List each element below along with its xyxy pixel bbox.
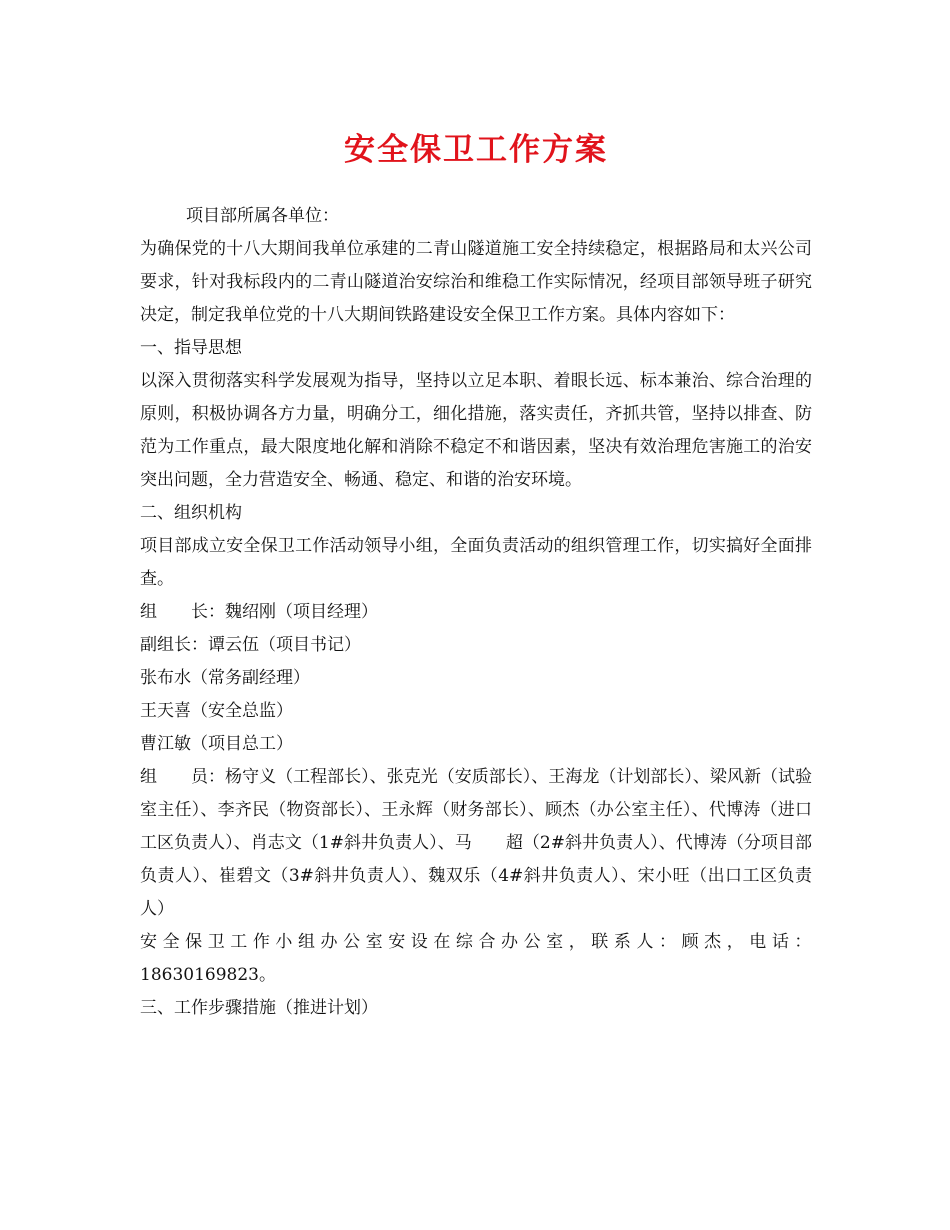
section-2-body: 项目部成立安全保卫工作活动领导小组，全面负责活动的组织管理工作，切实搞好全面排查。: [140, 536, 812, 589]
office-phone: 18630169823。: [140, 965, 276, 985]
group-deputy-3: 王天喜（安全总监）: [140, 701, 293, 721]
group-deputy-4: 曹江敏（项目总工）: [140, 734, 293, 754]
section-1-body: 以深入贯彻落实科学发展观为指导，坚持以立足本职、着眼长远、标本兼治、综合治理的原则，积极协调各方力量，明确分工，细化措施，落实责任，齐抓共管，坚持以排查、防范为工作重点，最大限度地化解和消除不稳定不和谐因素，坚决有效治理危害施工的治安突出问题，全力营造安全、畅通、稳定、和谐的治安环境。: [140, 371, 812, 490]
group-members: 组 员：杨守义（工程部长）、张克光（安质部长）、王海龙（计划部长）、梁风新（试验室主任）、李齐民（物资部长）、王永辉（财务部长）、顾杰（办公室主任）、代博涛（进口工区负责人）、肖志文（1#斜井负责人）、马 超（2#斜井负责人）、代博涛（分项目部负责人）、崔碧文（3#斜井负责人）、魏双乐（4#斜井负责人）、宋小旺（出口工区负责人）: [140, 767, 812, 919]
section-1-heading: 一、指导思想: [140, 338, 242, 358]
document-title: 安全保卫工作方案: [344, 132, 608, 168]
document-page: [140, 128, 812, 1025]
section-2-heading: 二、组织机构: [140, 503, 242, 523]
office-contact: 安全保卫工作小组办公室安设在综合办公室，联系人：顾杰，电话：: [140, 932, 812, 952]
salutation: 项目部所属各单位：: [186, 206, 339, 226]
group-leader: 组 长：魏绍刚（项目经理）: [140, 602, 378, 622]
group-deputy: 副组长：谭云伍（项目书记）: [140, 635, 361, 655]
intro-paragraph: 为确保党的十八大期间我单位承建的二青山隧道施工安全持续稳定，根据路局和太兴公司要求，针对我标段内的二青山隧道治安综治和维稳工作实际情况，经项目部领导班子研究决定，制定我单位党的十八大期间铁路建设安全保卫工作方案。具体内容如下：: [140, 239, 812, 325]
section-3-heading: 三、工作步骤措施（推进计划）: [140, 998, 378, 1018]
group-deputy-2: 张布水（常务副经理）: [140, 668, 310, 688]
